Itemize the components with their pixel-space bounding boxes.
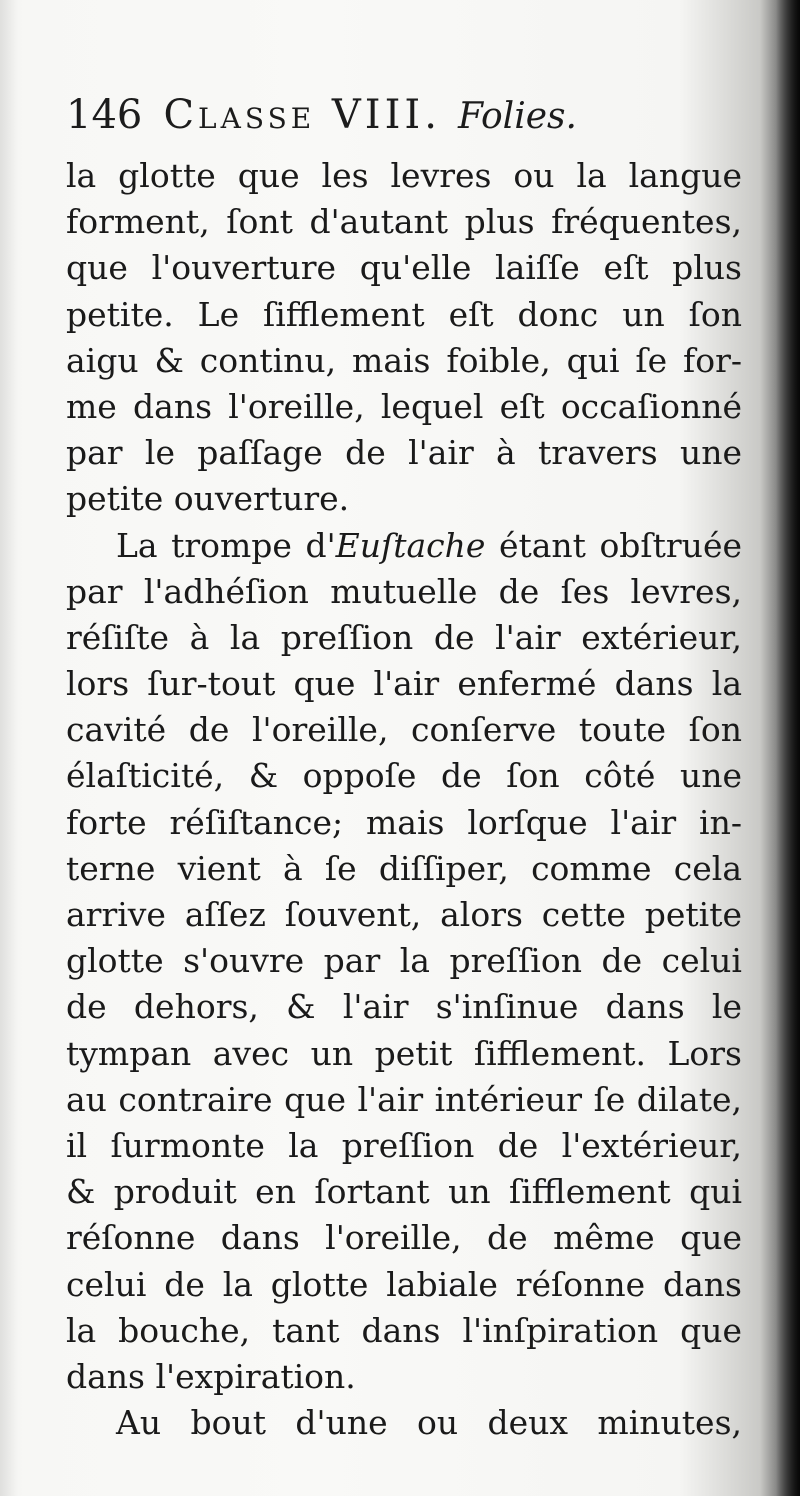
text-line: tympan avec un petit ſifflement. Lors bbox=[66, 1033, 742, 1073]
text-line: lors ſur-tout que l'air enfermé dans la bbox=[66, 664, 742, 704]
italic-proper-name: Euſtache bbox=[335, 525, 486, 565]
text-line: réſiſte à la preſſion de l'air extérieur, bbox=[66, 617, 742, 657]
page-number: 146 bbox=[66, 92, 143, 138]
paragraph-start-line: Au bout d'une ou deux minutes, bbox=[116, 1403, 742, 1443]
text-line: aigu & continu, mais foible, qui ſe for- bbox=[66, 340, 742, 380]
text-line: par le paſſage de l'air à travers une bbox=[66, 433, 742, 473]
text-line: dans l'expiration. bbox=[66, 1356, 356, 1396]
text-line: forte réſiſtance; mais lorſque l'air in- bbox=[66, 802, 742, 842]
text-line: par l'adhéſion mutuelle de ſes levres, bbox=[66, 571, 742, 611]
text-line: la bouche, tant dans l'inſpiration que bbox=[66, 1310, 742, 1350]
text-line: forment, ſont d'autant plus fréquentes, bbox=[66, 202, 742, 242]
text-line: la glotte que les levres ou la langue bbox=[66, 156, 742, 195]
section-title: Folies. bbox=[458, 96, 577, 137]
text-line: me dans l'oreille, lequel eſt occaſionné bbox=[66, 386, 742, 426]
text-line: élaſticité, & oppoſe de ſon côté une bbox=[66, 756, 742, 796]
text-line: réſonne dans l'oreille, de même que bbox=[66, 1218, 742, 1258]
paragraph-start-line: La trompe d'Euſtache étant obſtruée bbox=[116, 525, 742, 565]
text-line: il ſurmonte la preſſion de l'extérieur, bbox=[66, 1125, 742, 1165]
text-line: de dehors, & l'air s'inſinue dans le bbox=[66, 987, 742, 1027]
page-gutter-shadow bbox=[776, 0, 800, 1496]
text-line: arrive aſſez ſouvent, alors cette petite bbox=[66, 895, 742, 934]
page-edge-shadow-left bbox=[0, 0, 18, 1496]
text-line: petite ouverture. bbox=[66, 479, 350, 519]
text-line: celui de la glotte labiale réſonne dans bbox=[66, 1264, 742, 1304]
body-text bbox=[66, 153, 742, 1446]
text-line: petite. Le ſifflement eſt donc un ſon bbox=[66, 294, 742, 334]
text-line: que l'ouverture qu'elle laiſſe eſt plus bbox=[66, 248, 742, 288]
text-line: glotte s'ouvre par la preſſion de celui bbox=[66, 941, 742, 981]
text-line: & produit en ſortant un ſifflement qui bbox=[66, 1172, 742, 1212]
text-line: au contraire que l'air intérieur ſe dilate, bbox=[66, 1079, 742, 1119]
running-head bbox=[66, 92, 766, 152]
class-title: Classe VIII. bbox=[163, 92, 441, 138]
text-line: cavité de l'oreille, conſerve toute ſon bbox=[66, 710, 742, 750]
text-line: terne vient à ſe diſſiper, comme cela bbox=[66, 848, 742, 888]
